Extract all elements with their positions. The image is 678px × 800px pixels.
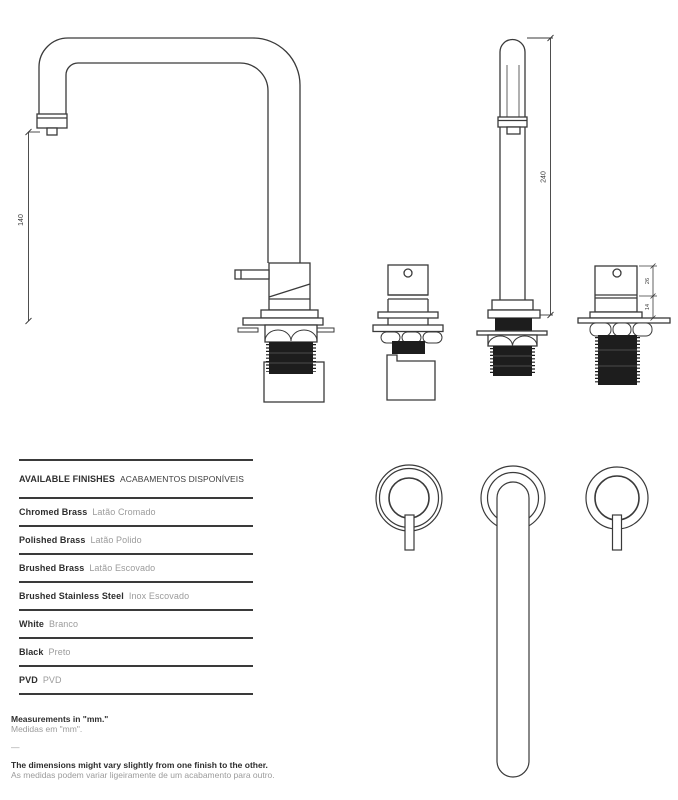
mounting-hardware [238,310,334,402]
finish-row [19,609,253,637]
dimension-label: 140 [18,214,25,226]
dimension-label-top: 26 [645,277,651,285]
handle-body [595,266,637,312]
finish-row [19,665,253,693]
aerator [37,114,67,135]
finish-name-pt: Preto [48,647,71,657]
dimension-label-bottom: 14 [645,303,651,311]
plan-view-drawing [365,445,675,795]
dimension-label: 240 [540,171,548,183]
finish-name-en: Brushed Brass [19,563,85,573]
note-separator: — [11,742,20,752]
finish-name-en: Black [19,647,44,657]
finish-name-pt: Latão Cromado [92,507,156,517]
finishes-header-pt: ACABAMENTOS DISPONÍVEIS [119,474,244,484]
plan-spout [481,466,545,777]
handle-side-view-drawing [575,250,678,395]
lever-handle [235,270,269,279]
note-variance-pt: As medidas podem variar ligeiramente de um acabamento para outro. [11,770,275,780]
handle-front-view-drawing [370,255,465,405]
finish-row [19,637,253,665]
faucet-side-view-drawing [10,15,340,405]
finish-name-en: PVD [19,675,38,685]
hex-nut [590,323,652,336]
finish-name-en: Brushed Stainless Steel [19,591,124,601]
finish-name-pt: Latão Escovado [89,563,156,573]
finish-row [19,553,253,581]
finish-name-en: Polished Brass [19,535,86,545]
dimension-140 [18,129,40,324]
plan-right-handle [586,467,648,550]
spout-tube [500,40,525,300]
threaded-shank [392,341,425,354]
finish-name-pt: Latão Polido [90,535,142,545]
note-measurements-en: Measurements in "mm." [11,714,109,724]
aerator [498,117,527,134]
finish-name-en: Chromed Brass [19,507,88,517]
finishes-table [19,459,253,695]
mixer-body [235,263,310,310]
finishes-header-en: AVAILABLE FINISHES [19,474,115,484]
spout-outline [39,38,300,263]
mounting-hardware [477,300,547,376]
finish-name-pt: PVD [42,675,62,685]
finish-name-pt: Branco [49,619,79,629]
dimension-240 [527,35,554,318]
notes [11,714,411,780]
plan-left-handle [376,465,442,550]
note-measurements-pt: Medidas em "mm". [11,724,83,734]
finish-row [19,525,253,553]
faucet-front-view-drawing [465,20,575,405]
connector-base [387,355,435,400]
finish-row [19,581,253,609]
finish-name-pt: Inox Escovado [128,591,190,601]
finishes-table-header [19,459,253,497]
threaded-shank [597,335,639,385]
note-variance-en: The dimensions might vary slightly from one finish to the other. [11,760,268,770]
finish-name-en: White [19,619,44,629]
finish-row [19,497,253,525]
